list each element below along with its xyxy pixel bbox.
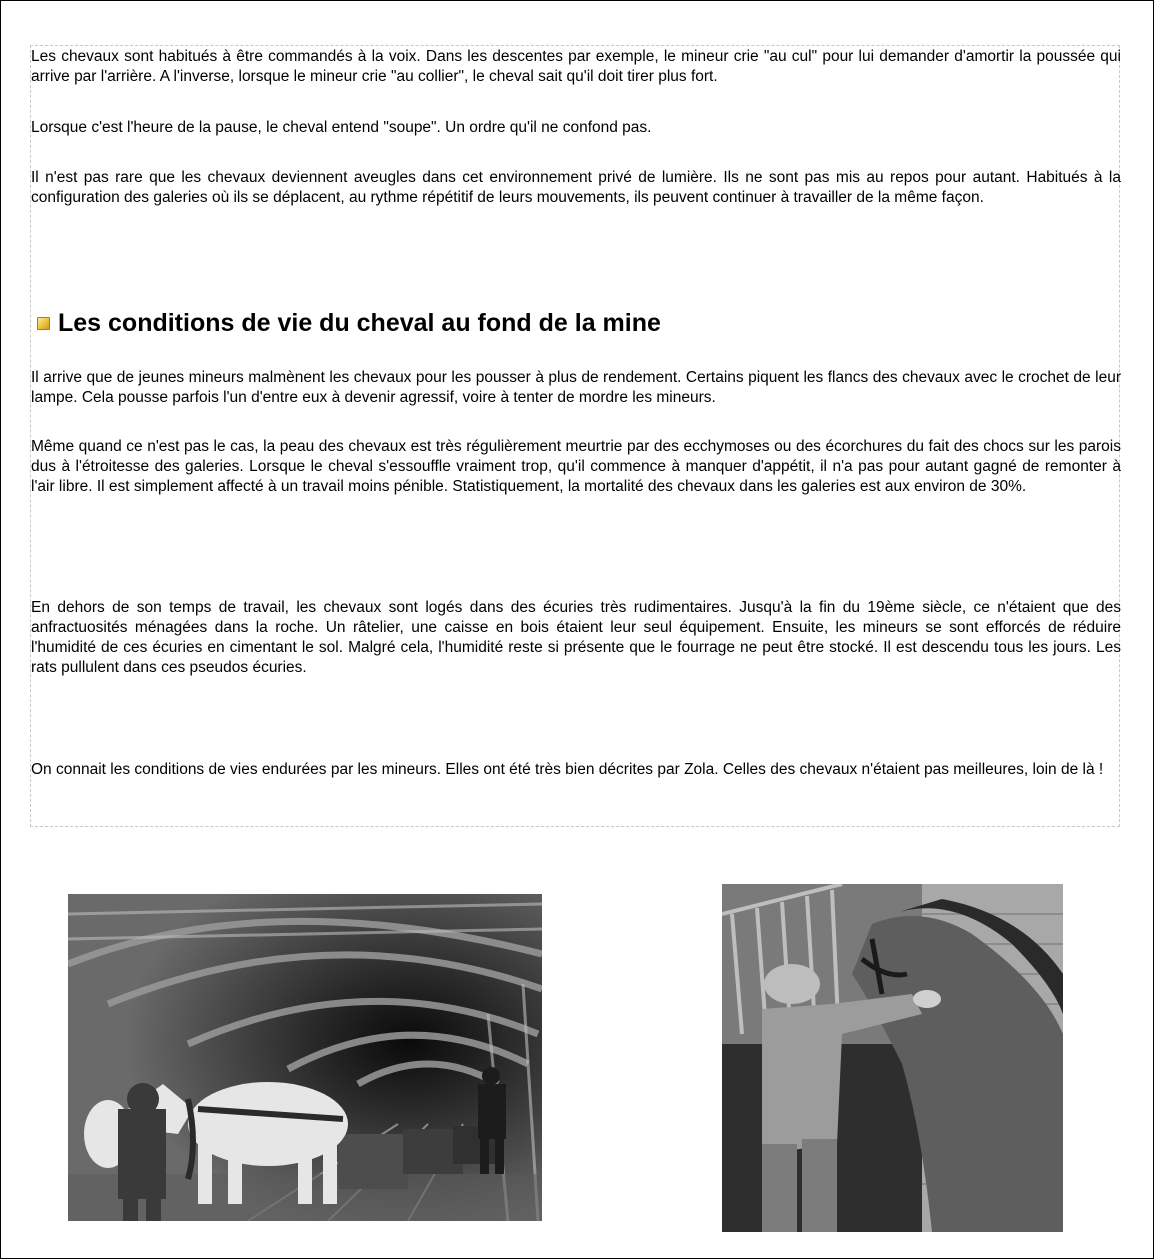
mine-gallery-horse-photo bbox=[68, 894, 542, 1221]
text-frame bbox=[30, 45, 1120, 827]
section-heading bbox=[37, 307, 661, 339]
paragraph-pause: Lorsque c'est l'heure de la pause, le cheval entend "soupe". Un ordre qu'il ne confond pas. bbox=[31, 119, 652, 136]
paragraph-zola: On connait les conditions de vies endurées par les mineurs. Elles ont été très bien décrites par Zola. Celles des chevaux n'étaient pas meilleures, loin de là ! bbox=[31, 761, 1104, 778]
section-heading-text: Les conditions de vie du cheval au fond de la mine bbox=[58, 309, 661, 337]
stable-miner-horse-photo bbox=[722, 884, 1063, 1232]
paragraph-young-miners: Il arrive que de jeunes mineurs malmènent les chevaux pour les pousser à plus de rendement. Certains piquent les flancs des chevaux avec le crochet de leur lampe. Cela pousse parfois l'un d'entre eux à devenir agressif, voire à tenter de mordre les mineurs. bbox=[31, 369, 1121, 406]
gold-square-bullet-icon bbox=[37, 317, 50, 330]
paragraph-stables: En dehors de son temps de travail, les chevaux sont logés dans des écuries très rudimentaires. Jusqu'à la fin du 19ème siècle, ce n'étaient que des anfractuosités ménagées dans la roche. Un râtelier, une caisse en bois étaient leur seul équipement. Ensuite, les mineurs se sont efforcés de réduire l'humidité de ces écuries en cimentant le sol. Malgré cela, l'humidité reste si présente que le fourrage ne peut être stocké. Il est descendu tous les jours. Les rats pullulent dans ces pseudos écuries. bbox=[31, 599, 1121, 676]
paragraph-voice-commands: Les chevaux sont habitués à être commandés à la voix. Dans les descentes par exemple, le mineur crie "au cul" pour lui demander d'amortir la poussée qui arrive par l'arrière. A l'inverse, lorsque le mineur crie "au collier", le cheval sait qu'il doit tirer plus fort. bbox=[31, 48, 1121, 85]
paragraph-injuries: Même quand ce n'est pas le cas, la peau des chevaux est très régulièrement meurtrie par des ecchymoses ou des écorchures du fait des chocs sur les parois dus à l'étroitesse des galeries. Lorsque le cheval s'essouffle vraiment trop, qu'il commence à manquer d'appétit, il n'a pas pour autant gagné de remonter à l'air libre. Il est simplement affecté à un travail moins pénible. Statistiquement, la mortalité des chevaux dans les galeries est aux environ de 30%. bbox=[31, 438, 1121, 495]
paragraph-blind-horses: Il n'est pas rare que les chevaux deviennent aveugles dans cet environnement privé de lumière. Ils ne sont pas mis au repos pour autant. Habitués à la configuration des galeries où ils se déplacent, au rythme répétitif de leurs mouvements, ils peuvent continuer à travailler de la même façon. bbox=[31, 169, 1121, 206]
